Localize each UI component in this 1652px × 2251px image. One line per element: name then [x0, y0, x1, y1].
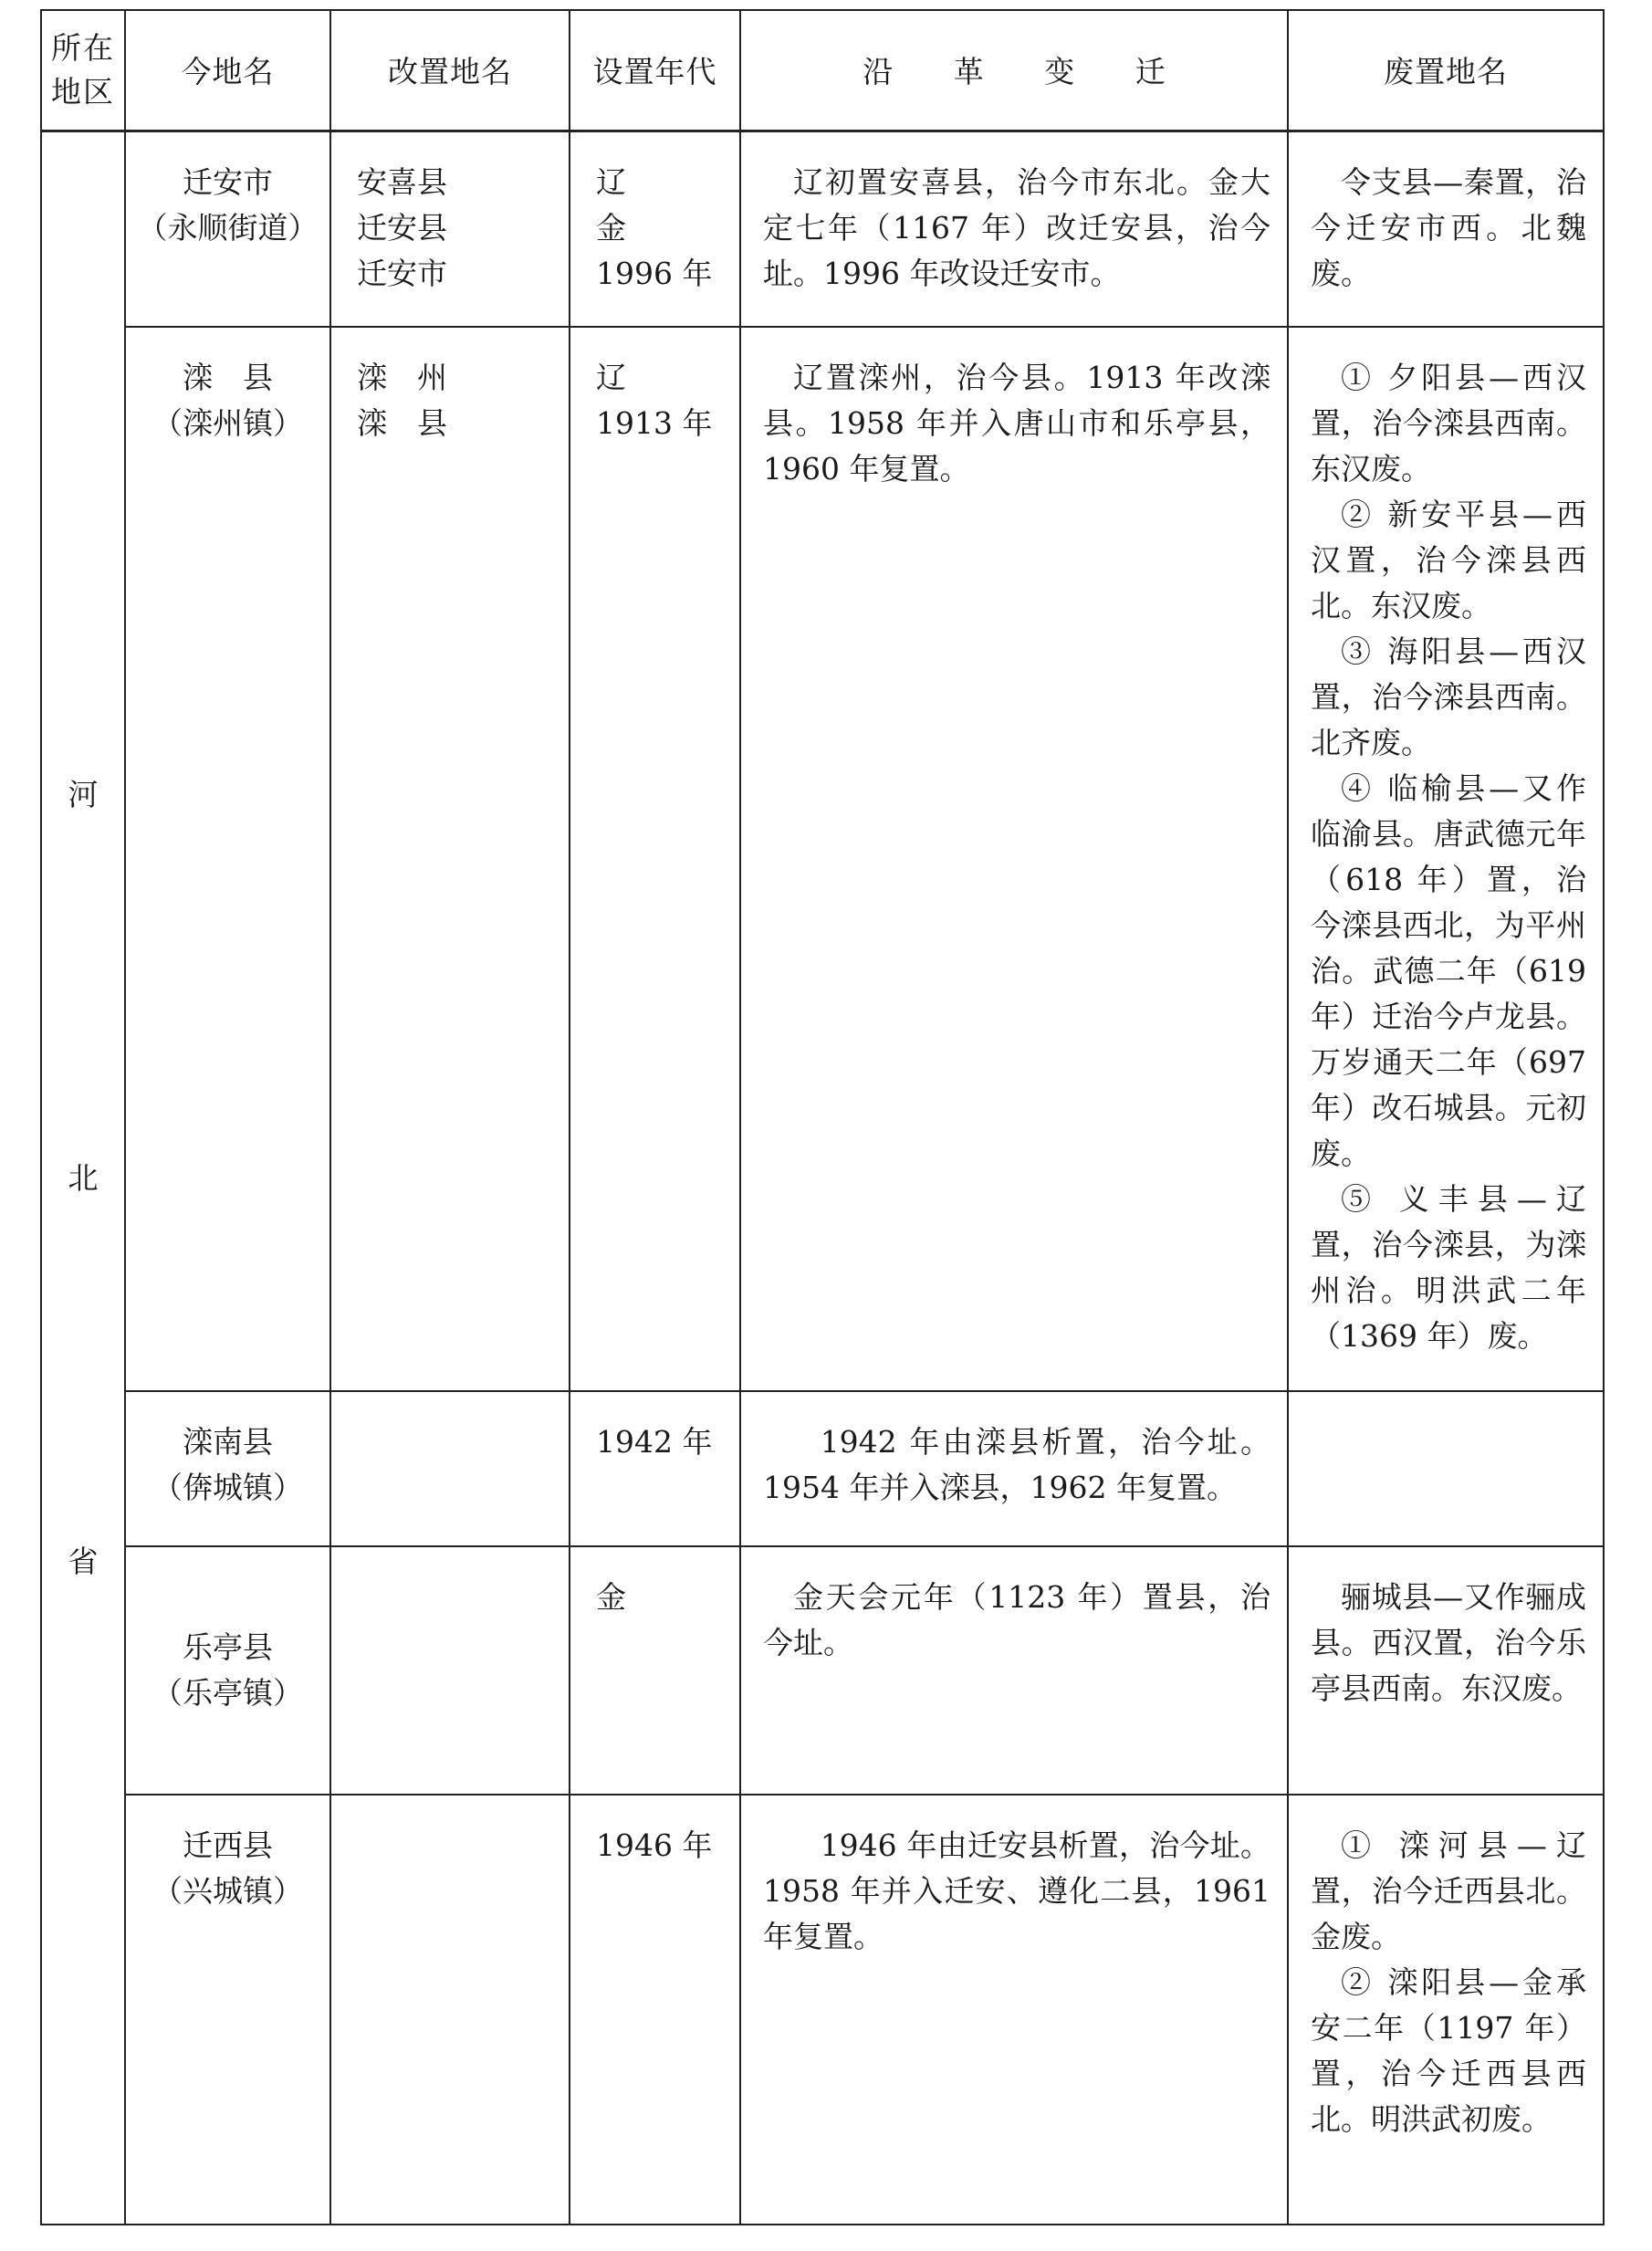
current-name-cell	[125, 1795, 330, 2225]
header-era: 设置年代	[570, 10, 740, 131]
era-cell	[570, 1795, 740, 2225]
header-current-name: 今地名	[125, 10, 330, 131]
region-char: 北	[68, 1159, 99, 1196]
era-value: 金	[596, 209, 626, 246]
current-name-cell	[125, 327, 330, 1391]
abolished-entry: 令支县—秦置，治今迁安市西。北魏废。	[1311, 163, 1586, 291]
abolished-cell	[1288, 1546, 1604, 1795]
abolished-cell	[1288, 327, 1604, 1391]
table-row	[41, 1546, 1604, 1795]
renamed-name: 滦 州	[357, 360, 447, 395]
history-cell	[740, 327, 1288, 1391]
region-cell	[41, 131, 125, 2225]
history-cell	[740, 1795, 1288, 2225]
renamed-cell	[330, 131, 570, 327]
current-seat: （倴城镇）	[152, 1470, 303, 1505]
history-text: 辽初置安喜县，治今市东北。金大定七年（1167 年）改迁安县，治今址。1996 年改设迁安市。	[763, 163, 1270, 291]
abolished-entry: ② 滦阳县—金承安二年（1197 年）置，治今迁西县西北。明洪武初废。	[1311, 1964, 1586, 2137]
current-name-cell	[125, 131, 330, 327]
current-name: 迁西县	[183, 1827, 273, 1863]
era-value: 1913 年	[596, 405, 713, 441]
history-cell	[740, 131, 1288, 327]
region-char: 河	[68, 776, 99, 812]
abolished-entry: ① 夕阳县—西汉置，治今滦县西南。东汉废。	[1311, 360, 1586, 487]
abolished-entry: ④ 临榆县—又作临渝县。唐武德元年（618 年）置，治今滦县西北，为平州治。武德二年（619 年）迁治今卢龙县。万岁通天二年（697 年）改石城县。元初废。	[1311, 770, 1586, 1171]
era-cell	[570, 131, 740, 327]
era-cell	[570, 327, 740, 1391]
history-cell	[740, 1391, 1288, 1546]
history-text: 辽置滦州，治今县。1913 年改滦县。1958 年并入唐山市和乐亭县，1960 年复置。	[763, 360, 1270, 487]
era-cell	[570, 1546, 740, 1795]
current-seat: （滦州镇）	[152, 405, 303, 441]
renamed-name: 安喜县	[357, 163, 447, 200]
current-name: 迁安市	[183, 163, 273, 200]
abolished-cell	[1288, 1795, 1604, 2225]
current-name: 乐亭县	[183, 1629, 273, 1665]
current-name-cell	[125, 1391, 330, 1546]
abolished-cell	[1288, 131, 1604, 327]
renamed-name: 迁安市	[357, 255, 447, 291]
table-row	[41, 131, 1604, 327]
era-value: 辽	[596, 360, 626, 395]
renamed-cell	[330, 1391, 570, 1546]
era-value: 金	[596, 1579, 626, 1615]
abolished-entry: ① 滦河县—辽置，治今迁西县北。金废。	[1311, 1827, 1586, 1954]
header-abolished: 废置地名	[1288, 10, 1604, 131]
table-row	[41, 1391, 1604, 1546]
header-row	[41, 10, 1604, 131]
abolished-entry: 骊城县—又作骊成县。西汉置，治今乐亭县西南。东汉废。	[1311, 1579, 1586, 1706]
current-seat: （永顺街道）	[137, 209, 319, 246]
renamed-name: 迁安县	[357, 209, 447, 246]
current-name: 滦南县	[183, 1424, 273, 1460]
renamed-cell	[330, 1795, 570, 2225]
era-value: 1996 年	[596, 255, 713, 291]
header-history: 沿 革 变 迁	[740, 10, 1288, 131]
renamed-cell	[330, 1546, 570, 1795]
header-renamed: 改置地名	[330, 10, 570, 131]
era-value: 1946 年	[596, 1827, 713, 1863]
abolished-cell	[1288, 1391, 1604, 1546]
gazetteer-table	[40, 9, 1605, 2225]
abolished-entry: ⑤ 义丰县—辽置，治今滦县，为滦州治。明洪武二年（1369 年）废。	[1311, 1181, 1586, 1354]
era-value: 辽	[596, 163, 626, 200]
era-value: 1942 年	[596, 1424, 713, 1460]
current-seat: （兴城镇）	[152, 1873, 303, 1909]
region-char: 省	[68, 1543, 99, 1579]
history-cell	[740, 1546, 1288, 1795]
renamed-cell	[330, 327, 570, 1391]
current-seat: （乐亭镇）	[152, 1675, 303, 1711]
era-cell	[570, 1391, 740, 1546]
current-name: 滦 县	[183, 360, 273, 395]
history-text: 金天会元年（1123 年）置县，治今址。	[763, 1579, 1270, 1660]
table-row	[41, 327, 1604, 1391]
history-text: 1946 年由迁安县析置，治今址。1958 年并入迁安、遵化二县，1961 年复置。	[763, 1827, 1270, 1954]
abolished-entry: ③ 海阳县—西汉置，治今滦县西南。北齐废。	[1311, 633, 1586, 760]
table-row	[41, 1795, 1604, 2225]
renamed-name: 滦 县	[357, 405, 447, 441]
current-name-cell	[125, 1546, 330, 1795]
abolished-entry: ② 新安平县—西汉置，治今滦县西北。东汉废。	[1311, 497, 1586, 623]
history-text: 1942 年由滦县析置，治今址。1954 年并入滦县，1962 年复置。	[763, 1424, 1270, 1505]
header-region: 所在 地区	[41, 10, 125, 131]
